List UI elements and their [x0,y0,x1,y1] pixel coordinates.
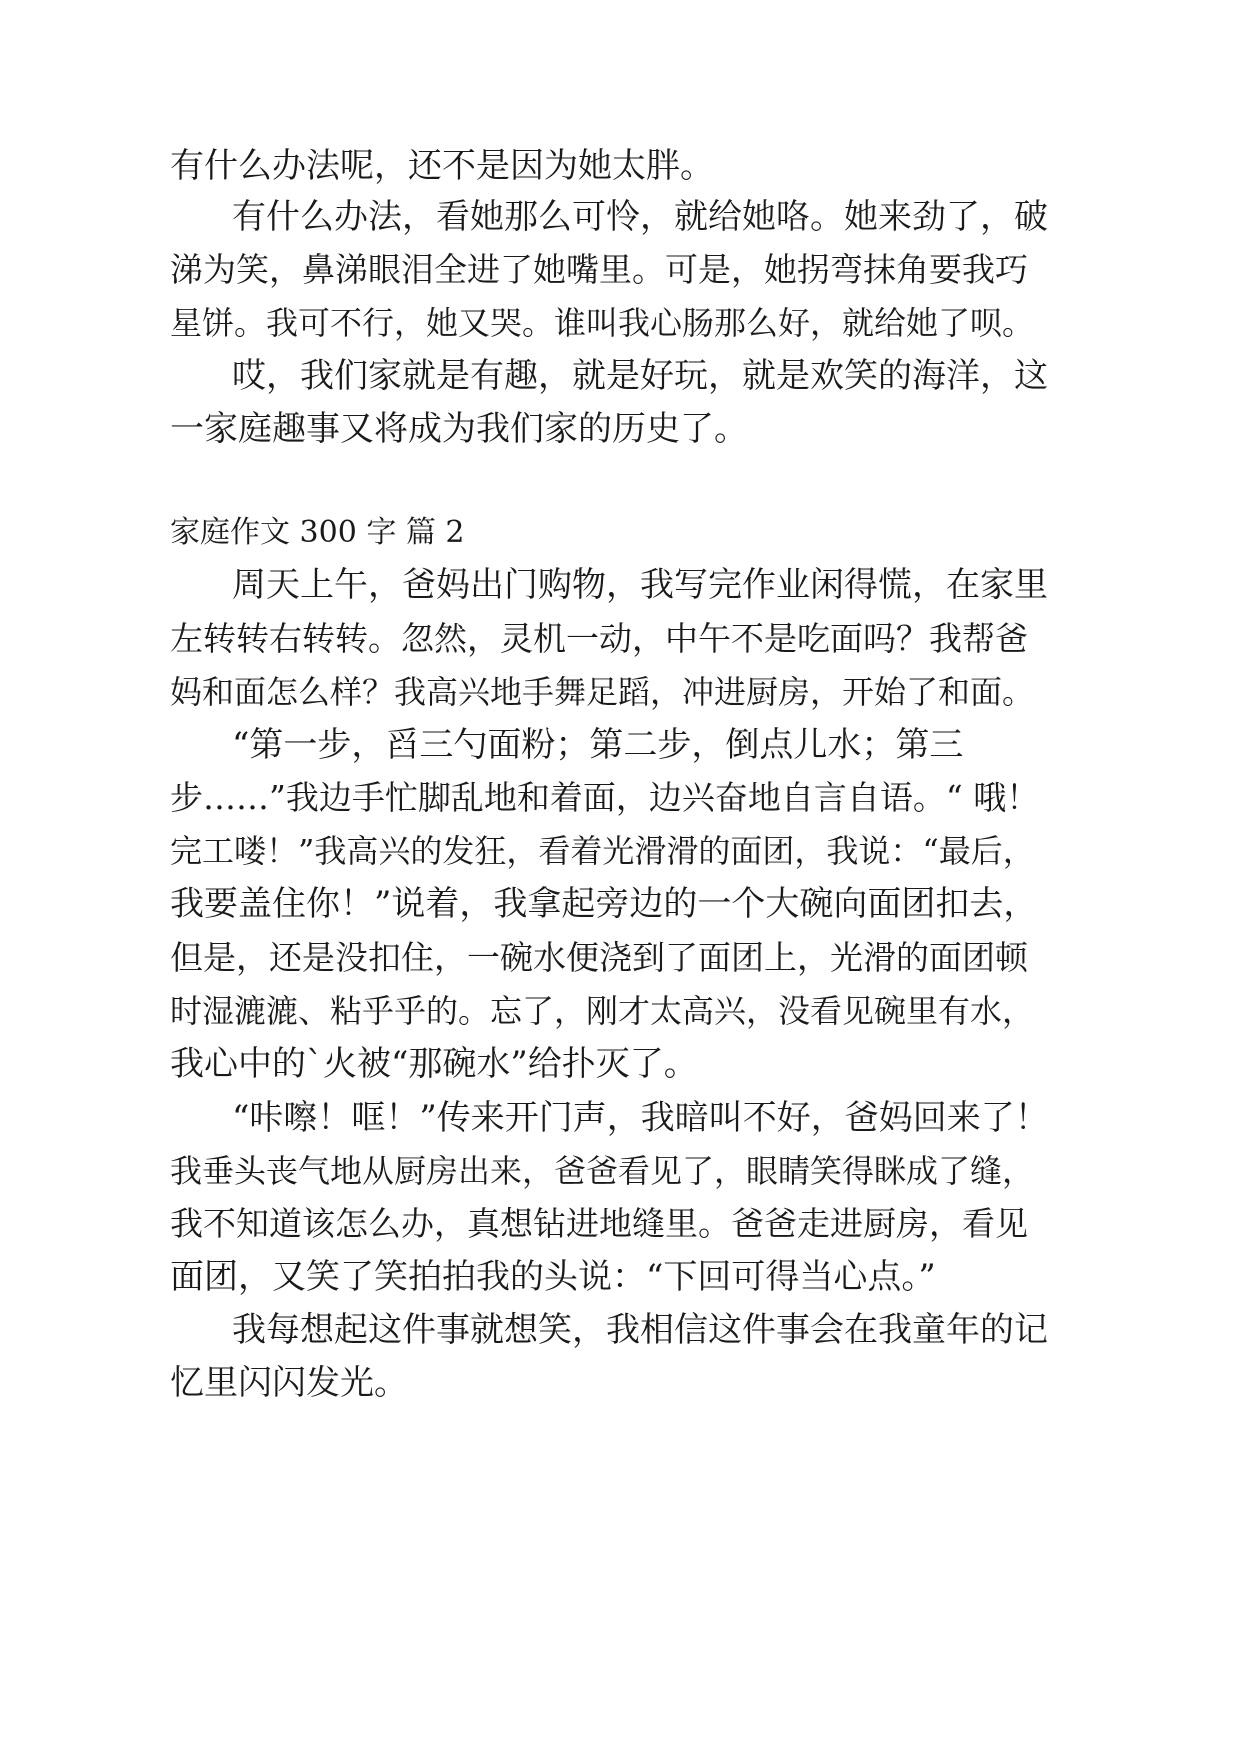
text-line: 妈和面怎么样？我高兴地手舞足蹈，冲进厨房，开始了和面。 [170,673,1035,711]
text-line: 忆里闪闪发光。 [170,1363,408,1403]
text-line: 步……”我边手忙脚乱地和着面，边兴奋地自言自语。“ 哦！ [170,778,1040,817]
text-line: 我心中的`火被“那碗水”给扑灭了。 [170,1044,698,1084]
text-line: 我垂头丧气地从厨房出来，爸爸看见了，眼睛笑得眯成了缝， [170,1152,1035,1190]
text-line: 但是，还是没扣住，一碗水便浇到了面团上，光滑的面团顿 [170,938,1028,977]
text-line: 面团，又笑了笑拍拍我的头说：“下回可得当心点。” [170,1257,936,1297]
section-heading: 家庭作文 300 字 篇 2 [170,515,465,550]
text-line: 星饼。我可不行，她又哭。谁叫我心肠那么好，就给她了呗。 [170,304,1035,342]
paragraph-first-line: 哎，我们家就是有趣，就是好玩，就是欢笑的海洋，这 [232,356,1048,396]
paragraph-first-line: 有什么办法，看她那么可怜，就给她咯。她来劲了，破 [232,197,1048,237]
text-line: 我不知道该怎么办，真想钻进地缝里。爸爸走进厨房，看见 [170,1204,1028,1243]
text-line: 时湿漉漉、粘乎乎的。忘了，刚才太高兴，没看见碗里有水， [170,992,1035,1030]
text-line: 完工喽！”我高兴的发狂，看着光滑滑的面团，我说：“最后， [170,832,1035,870]
paragraph-first-line: 周天上午，爸妈出门购物，我写完作业闲得慌，在家里 [232,565,1048,605]
paragraph-first-line: 我每想起这件事就想笑，我相信这件事会在我童年的记 [232,1310,1048,1350]
text-line: 一家庭趣事又将成为我们家的历史了。 [170,409,748,449]
text-line: 有什么办法呢，还不是因为她太胖。 [170,146,714,186]
text-line: 涕为笑，鼻涕眼泪全进了她嘴里。可是，她拐弯抹角要我巧 [170,250,1028,289]
text-line: 我要盖住你！”说着，我拿起旁边的一个大碗向面团扣去， [170,884,1038,924]
paragraph-first-line: “咔嚓！哐！”传来开门声，我暗叫不好，爸妈回来了！ [232,1098,1049,1138]
paragraph-first-line: “第一步，舀三勺面粉；第二步，倒点儿水；第三 [232,725,964,765]
text-line: 左转转右转转。忽然，灵机一动，中午不是吃面吗？我帮爸 [170,619,1028,658]
